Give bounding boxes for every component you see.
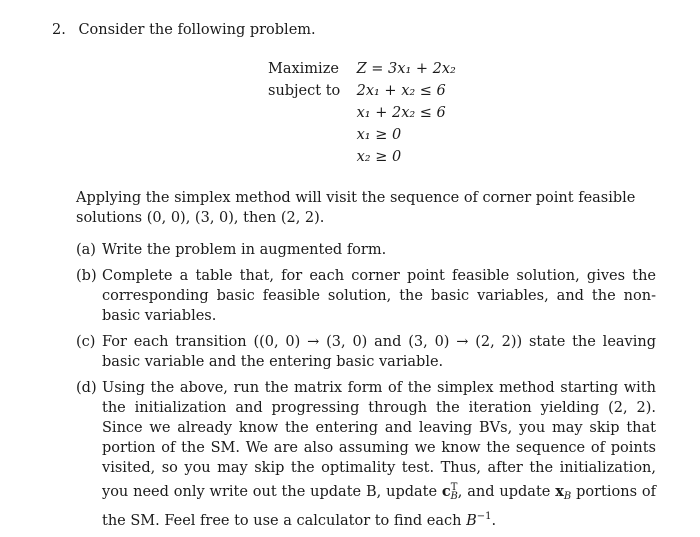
problem-number: 2. <box>52 22 66 38</box>
part-d <box>76 378 656 531</box>
part-text: For each transition ((0, 0) → (3, 0) and (3, 0) → (2, 2)) state the leaving basic variable and the entering basic variable. <box>102 334 656 370</box>
problem-heading <box>52 22 316 38</box>
part-label: (c) <box>76 334 96 350</box>
part-text: Complete a table that, for each corner point feasible solution, gives the corresponding basic feasible solution, the basic variables, and the non-basic variables. <box>102 268 656 324</box>
part-c <box>76 332 656 372</box>
part-text: Write the problem in augmented form. <box>102 242 387 258</box>
objective-keyword: Maximize <box>268 61 339 77</box>
constraint-row-1 <box>268 80 456 102</box>
constraint-3: x₁ ≥ 0 <box>356 127 402 143</box>
problem-intro: Consider the following problem. <box>78 22 316 38</box>
constraint-row-3 <box>268 124 456 146</box>
objective-function: Z = 3x₁ + 2x₂ <box>356 61 456 77</box>
constraint-2: x₁ + 2x₂ ≤ 6 <box>356 105 446 121</box>
parts-list <box>76 240 656 537</box>
part-label: (d) <box>76 380 97 396</box>
simplex-paragraph: Applying the simplex method will visit the sequence of corner point feasible solutions (0, 0), (3, 0), then (2, 2). <box>76 190 636 226</box>
part-b <box>76 266 656 326</box>
xb-symbol: x <box>555 483 564 500</box>
constraint-4: x₂ ≥ 0 <box>356 149 402 165</box>
part-label: (b) <box>76 268 97 284</box>
part-a <box>76 240 656 260</box>
constraint-1: 2x₁ + x₂ ≤ 6 <box>356 83 446 99</box>
cb-symbol: c <box>441 483 451 500</box>
part-text: Using the above, run the matrix form of the simplex method starting with the initialization and progressing through the iteration yielding (2, 2). Since we already know the entering and leaving BVs, you may skip that portion of the SM. We are also assuming we know the sequence of points visited, so you may skip the optimality test. Thus, after the initialization, you need only write out the update B, update $c^T_B$, and update $x_B$ portions of the SM. Feel free to use a calculator to find each $B^{-1}$. <box>102 380 656 529</box>
part-label: (a) <box>76 242 96 258</box>
constraint-keyword: subject to <box>268 83 341 99</box>
constraint-row-2 <box>268 102 456 124</box>
linear-program <box>268 58 456 168</box>
binv-symbol: B <box>466 513 477 529</box>
objective-row <box>268 58 456 80</box>
constraint-row-4 <box>268 146 456 168</box>
